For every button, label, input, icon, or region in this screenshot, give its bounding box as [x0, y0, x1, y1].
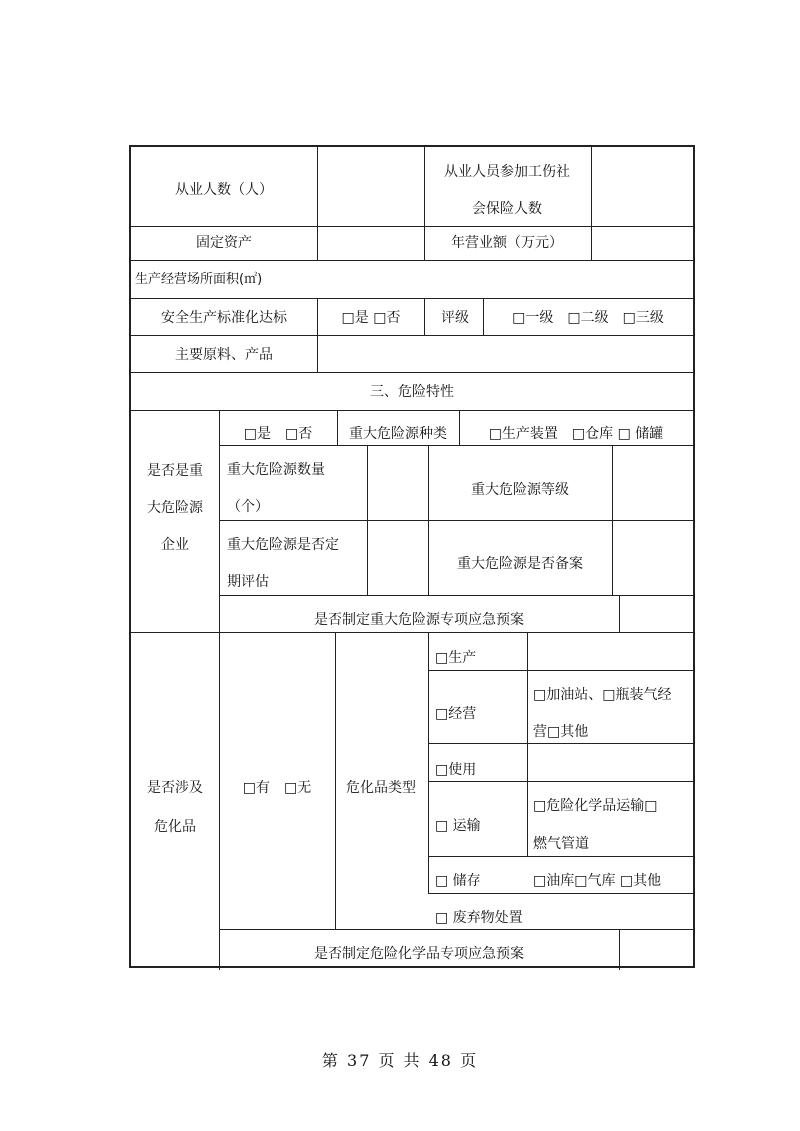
hazchem-waste[interactable]: □ 废弃物处置 [435, 910, 523, 926]
hazchem-use[interactable]: □使用 [435, 762, 477, 778]
major-hazard-type-label: 重大危险源种类 [349, 426, 447, 442]
grade-options[interactable]: □一级 □二级 □三级 [512, 310, 664, 326]
area-label: 生产经营场所面积(㎡) [135, 272, 263, 287]
major-hazard-label-line2: 大危险源 [147, 500, 203, 516]
employees-label: 从业人数（人） [175, 182, 273, 198]
major-hazard-yes-no[interactable]: □是 □否 [243, 426, 313, 442]
hazchem-operation-detail-line1[interactable]: □加油站、□瓶装气经 [533, 687, 672, 703]
hazchem-have-options[interactable]: □有 □无 [242, 780, 312, 796]
standardization-options[interactable]: □是 □否 [341, 310, 401, 326]
materials-label: 主要原料、产品 [175, 347, 273, 363]
hazchem-operation[interactable]: □经营 [435, 706, 477, 722]
major-hazard-plan-label: 是否制定重大危险源专项应急预案 [314, 612, 524, 628]
major-hazard-label-line3: 企业 [161, 537, 189, 553]
insured-label-line1: 从业人员参加工伤社 [444, 164, 570, 180]
hazchem-storage[interactable]: □ 储存 [435, 873, 481, 889]
hazchem-type-label: 危化品类型 [346, 780, 416, 796]
fixed-assets-label: 固定资产 [196, 235, 252, 251]
page-number: 第 37 页 共 48 页 [321, 1051, 479, 1070]
hazchem-storage-detail[interactable]: □油库□气库 □其他 [533, 873, 662, 889]
hazchem-label-line2: 危化品 [154, 819, 196, 835]
section-title: 三、危险特性 [370, 384, 454, 400]
hazard-info-form [129, 145, 695, 968]
hazchem-transport[interactable]: □ 运输 [435, 818, 481, 834]
hazchem-transport-detail-line2: 燃气管道 [533, 836, 589, 852]
hazchem-plan-label: 是否制定危险化学品专项应急预案 [314, 946, 524, 962]
major-hazard-type-options[interactable]: □生产装置 □仓库 □ 储罐 [488, 426, 664, 442]
hazchem-production[interactable]: □生产 [435, 650, 477, 666]
grade-label: 评级 [441, 310, 469, 326]
major-hazard-count-line1: 重大危险源数量 [227, 462, 325, 478]
hazchem-label-line1: 是否涉及 [147, 780, 203, 796]
hazchem-operation-detail-line2[interactable]: 营□其他 [533, 724, 589, 740]
insured-label-line2: 会保险人数 [472, 201, 542, 217]
standardization-label: 安全生产标准化达标 [161, 310, 287, 326]
major-hazard-filed-label: 重大危险源是否备案 [457, 556, 583, 572]
hazchem-transport-detail-line1[interactable]: □危险化学品运输□ [533, 798, 658, 814]
major-hazard-count-line2: （个） [227, 499, 269, 515]
major-hazard-periodic-line2: 期评估 [227, 574, 269, 590]
major-hazard-label-line1: 是否是重 [147, 463, 203, 479]
revenue-label: 年营业额（万元） [451, 235, 563, 251]
major-hazard-level-label: 重大危险源等级 [471, 482, 569, 498]
major-hazard-periodic-line1: 重大危险源是否定 [227, 537, 339, 553]
